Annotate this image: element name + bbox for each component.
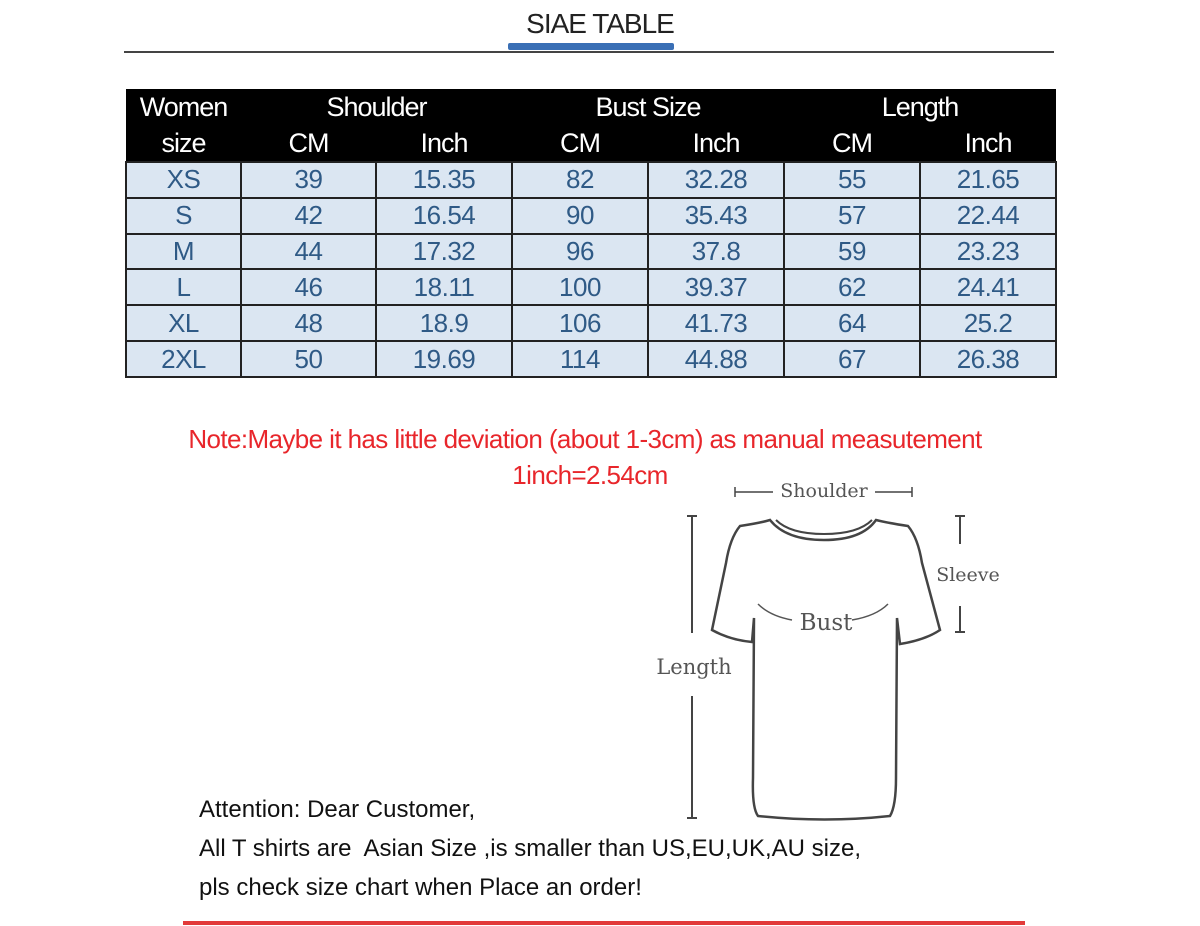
bust-label: Bust xyxy=(799,610,853,636)
deviation-note: Note:Maybe it has little deviation (about 1-3cm) as manual measutement xyxy=(188,424,982,454)
table-cell: 90 xyxy=(512,198,648,234)
table-cell: 41.73 xyxy=(648,305,784,341)
header-shoulder: Shoulder xyxy=(241,89,512,125)
table-row xyxy=(126,305,1056,341)
unit-cell: Inch xyxy=(920,125,1056,162)
attention-line-1: Attention: Dear Customer, xyxy=(199,796,476,823)
table-cell: 17.32 xyxy=(376,234,512,270)
unit-cell: Inch xyxy=(648,125,784,162)
size-cell: XS xyxy=(126,162,241,198)
table-cell: 21.65 xyxy=(920,162,1056,198)
header-size: size xyxy=(126,125,241,162)
unit-cell: Inch xyxy=(376,125,512,162)
page-title: SIAE TABLE xyxy=(526,8,674,39)
table-cell: 26.38 xyxy=(920,341,1056,377)
table-header-row xyxy=(126,89,1056,125)
table-cell: 59 xyxy=(784,234,920,270)
attention-line-3: pls check size chart when Place an order! xyxy=(199,874,642,901)
table-cell: 16.54 xyxy=(376,198,512,234)
table-cell: 35.43 xyxy=(648,198,784,234)
unit-cell: CM xyxy=(784,125,920,162)
table-cell: 22.44 xyxy=(920,198,1056,234)
table-cell: 100 xyxy=(512,269,648,305)
table-cell: 18.9 xyxy=(376,305,512,341)
header-bust-size: Bust Size xyxy=(512,89,784,125)
title-underline xyxy=(508,43,674,50)
table-cell: 39 xyxy=(241,162,376,198)
tshirt-diagram xyxy=(640,478,1020,828)
table-unit-row xyxy=(126,125,1056,162)
size-cell: L xyxy=(126,269,241,305)
table-cell: 23.23 xyxy=(920,234,1056,270)
table-cell: 44.88 xyxy=(648,341,784,377)
table-cell: 37.8 xyxy=(648,234,784,270)
table-cell: 50 xyxy=(241,341,376,377)
size-cell: S xyxy=(126,198,241,234)
table-row xyxy=(126,198,1056,234)
table-cell: 48 xyxy=(241,305,376,341)
size-cell: 2XL xyxy=(126,341,241,377)
tshirt-collar xyxy=(776,520,872,534)
table-cell: 24.41 xyxy=(920,269,1056,305)
header-length: Length xyxy=(784,89,1056,125)
table-cell: 46 xyxy=(241,269,376,305)
table-cell: 44 xyxy=(241,234,376,270)
table-cell: 18.11 xyxy=(376,269,512,305)
sleeve-label: Sleeve xyxy=(936,564,1000,586)
table-cell: 114 xyxy=(512,341,648,377)
table-cell: 42 xyxy=(241,198,376,234)
header-women: Women xyxy=(126,89,241,125)
size-cell: M xyxy=(126,234,241,270)
table-cell: 15.35 xyxy=(376,162,512,198)
table-cell: 62 xyxy=(784,269,920,305)
table-cell: 57 xyxy=(784,198,920,234)
table-cell: 67 xyxy=(784,341,920,377)
table-row xyxy=(126,234,1056,270)
unit-cell: CM xyxy=(512,125,648,162)
table-cell: 32.28 xyxy=(648,162,784,198)
attention-line-2: All T shirts are Asian Size ,is smaller than US,EU,UK,AU size, xyxy=(199,835,862,862)
table-cell: 19.69 xyxy=(376,341,512,377)
table-cell: 96 xyxy=(512,234,648,270)
size-table xyxy=(125,89,1057,378)
length-label: Length xyxy=(656,655,732,679)
table-cell: 82 xyxy=(512,162,648,198)
inch-conversion-note: 1inch=2.54cm xyxy=(512,460,668,490)
size-cell: XL xyxy=(126,305,241,341)
title-divider xyxy=(124,51,1054,53)
bottom-divider xyxy=(183,921,1025,925)
table-cell: 106 xyxy=(512,305,648,341)
table-row xyxy=(126,269,1056,305)
tshirt-outline xyxy=(712,520,940,820)
table-cell: 39.37 xyxy=(648,269,784,305)
table-cell: 64 xyxy=(784,305,920,341)
shoulder-label: Shoulder xyxy=(780,480,868,502)
table-row xyxy=(126,341,1056,377)
table-cell: 25.2 xyxy=(920,305,1056,341)
unit-cell: CM xyxy=(241,125,376,162)
table-cell: 55 xyxy=(784,162,920,198)
table-row xyxy=(126,162,1056,198)
